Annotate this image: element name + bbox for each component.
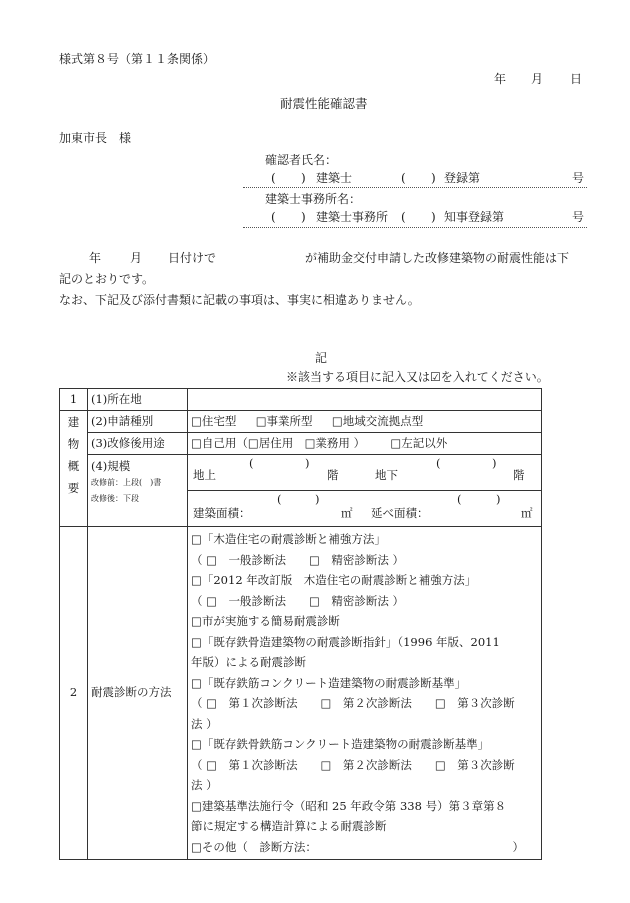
body-date-suffix: 日付けで xyxy=(168,251,217,265)
paren-left: ( xyxy=(457,491,462,506)
building-area-label: 建築面積： xyxy=(193,505,251,520)
diagnosis-method-label: 耐震診断の方法 xyxy=(88,527,188,860)
paren-right: ) xyxy=(301,171,306,185)
floors-label: 階 xyxy=(513,467,525,482)
method-other-label[interactable]: □その他（ 診断方法： xyxy=(191,839,317,854)
number-suffix: 号 xyxy=(572,210,585,224)
floors-cell xyxy=(188,455,542,491)
body-sentence-3: なお、下記及び添付書類に記載の事項は、事実に相違ありません。 xyxy=(59,293,420,307)
vertical-char: 要 xyxy=(67,481,80,495)
office-name-label: 建築士事務所名： xyxy=(265,192,362,206)
scale-label: (4)規模 xyxy=(91,459,131,473)
area-unit: ㎡ xyxy=(521,505,533,520)
location-field[interactable] xyxy=(188,389,542,411)
paren-right: ) xyxy=(492,455,497,470)
signature-line xyxy=(243,187,587,188)
application-type-label: (2)申請種別 xyxy=(88,411,188,433)
below-ground-label: 地下 xyxy=(375,467,398,482)
paren-left: ( xyxy=(436,455,441,470)
paren-right: ) xyxy=(496,491,501,506)
office-line xyxy=(243,227,587,228)
date-day-label: 日 xyxy=(570,72,583,86)
paren-right: ) xyxy=(301,210,306,224)
method-option-line[interactable]: □「既存鉄骨鉄筋コンクリート造建築物の耐震診断基準」 xyxy=(191,737,490,751)
addressee: 加東市長 様 xyxy=(59,131,132,145)
form-number: 様式第８号（第１１条関係） xyxy=(59,52,216,66)
date-year-label: 年 xyxy=(494,72,507,86)
paren-left: ( xyxy=(271,210,276,224)
paren-right: ) xyxy=(305,455,310,470)
number-suffix: 号 xyxy=(572,171,585,185)
above-ground-label: 地上 xyxy=(193,467,216,482)
checkbox-business-use[interactable]: □業務用 xyxy=(304,435,350,450)
governor-registration-label: 知事登録第 xyxy=(444,210,505,224)
method-option-line[interactable]: （ □ 一般診断法 □ 精密診断法 ） xyxy=(191,593,405,608)
ki-label: 記 xyxy=(315,351,328,365)
method-option-line: 法 ） xyxy=(191,778,218,792)
vertical-char: 概 xyxy=(67,459,80,473)
method-option-line[interactable]: □「既存鉄骨造建築物の耐震診断指針」（1996 年版、2011 xyxy=(191,634,500,649)
method-other-close: ） xyxy=(512,839,524,854)
diagnosis-method-options xyxy=(188,527,542,860)
method-option-line[interactable]: □建築基準法施行令（昭和 25 年政令第 338 号）第３章第８ xyxy=(191,798,507,813)
office-label: 建築士事務所 xyxy=(316,210,389,224)
scale-note-after: 改修後：下段 xyxy=(91,494,139,503)
page-title: 耐震性能確認書 xyxy=(280,96,368,111)
checkbox-housing-type[interactable]: □住宅型 xyxy=(191,413,237,428)
scale-note-before: 改修前：上段( )書 xyxy=(91,478,162,487)
paren-left: ( xyxy=(271,171,276,185)
paren-left: ( xyxy=(401,171,406,185)
section-1-number: 1 xyxy=(60,389,88,411)
registration-label: 登録第 xyxy=(444,171,481,185)
vertical-char: 建 xyxy=(67,415,80,429)
date-month-label: 月 xyxy=(531,72,544,86)
body-sentence-2: 記のとおりです。 xyxy=(59,272,155,286)
checkbox-business-type[interactable]: □事業所型 xyxy=(255,413,313,428)
method-other-line[interactable] xyxy=(191,837,538,858)
instruction-note: ※該当する項目に記入又は☑を入れてください。 xyxy=(286,370,549,384)
checkbox-community-hub-type[interactable]: □地域交流拠点型 xyxy=(331,413,424,428)
checkbox-self-use[interactable]: □自己用（ xyxy=(191,435,248,450)
method-option-line: 節に規定する構造計算による耐震診断 xyxy=(191,819,387,833)
method-option-line[interactable]: □「木造住宅の耐震診断と補強方法」 xyxy=(191,532,386,546)
body-sentence-1: が補助金交付申請した改修建築物の耐震性能は下 xyxy=(305,251,570,265)
checkbox-residential[interactable]: □居住用 xyxy=(247,435,294,450)
usage-label: (3)改修後用途 xyxy=(88,433,188,455)
floors-label: 階 xyxy=(327,467,339,482)
body-year: 年 xyxy=(89,251,102,265)
method-option-line[interactable]: （ □ 第１次診断法 □ 第２次診断法 □ 第３次診断 xyxy=(191,696,515,710)
method-option-line[interactable]: □市が実施する簡易耐震診断 xyxy=(191,614,340,628)
location-label: (1)所在地 xyxy=(88,389,188,411)
paren-left: ( xyxy=(401,210,406,224)
paren-right: ) xyxy=(431,210,436,224)
paren-left: ( xyxy=(277,491,282,506)
building-overview-vertical-label xyxy=(60,411,88,527)
vertical-char: 物 xyxy=(67,437,80,451)
application-type-options xyxy=(188,411,542,433)
area-cell xyxy=(188,491,542,527)
method-option-line[interactable]: （ □ 一般診断法 □ 精密診断法 ） xyxy=(191,552,405,567)
total-floor-area-label: 延べ面積： xyxy=(371,505,429,520)
scale-label-cell xyxy=(88,455,188,527)
method-option-line[interactable]: （ □ 第１次診断法 □ 第２次診断法 □ 第３次診断 xyxy=(191,757,515,772)
body-month: 月 xyxy=(130,251,143,265)
confirmer-name-label: 確認者氏名： xyxy=(265,153,338,167)
method-option-line: 法 ） xyxy=(191,716,218,731)
architect-label: 建築士 xyxy=(316,171,353,185)
usage-options xyxy=(188,433,542,455)
paren-left: ( xyxy=(249,455,254,470)
paren-right: ) xyxy=(315,491,320,506)
method-option-line: 年版）による耐震診断 xyxy=(191,655,306,669)
building-summary-table xyxy=(59,388,542,860)
area-unit: ㎡ xyxy=(341,505,353,520)
method-option-line[interactable]: □「2012 年改訂版 木造住宅の耐震診断と補強方法」 xyxy=(191,573,477,587)
usage-close-paren: ） xyxy=(353,435,366,450)
section-2-number: 2 xyxy=(60,527,88,860)
paren-right: ) xyxy=(431,171,436,185)
method-option-line[interactable]: □「既存鉄筋コンクリート造建築物の耐震診断基準」 xyxy=(191,675,467,690)
checkbox-other-use[interactable]: □左記以外 xyxy=(390,435,448,450)
